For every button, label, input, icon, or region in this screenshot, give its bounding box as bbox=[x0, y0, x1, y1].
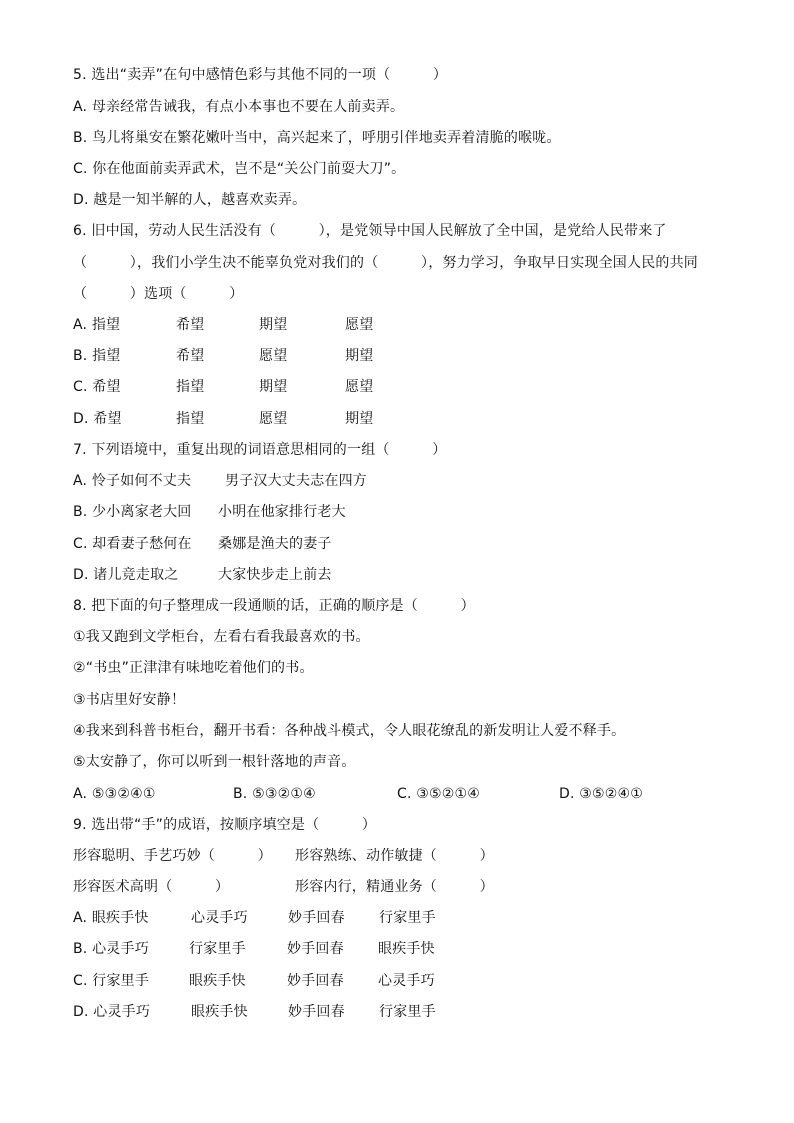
q9-blank: 形容医术高明（ ） bbox=[73, 879, 230, 895]
option-word: 指望 bbox=[176, 411, 205, 427]
option-word: 妙手回春 bbox=[287, 973, 344, 989]
option-word: 妙手回春 bbox=[288, 910, 345, 926]
q6-option-a bbox=[73, 315, 373, 335]
q8-option-a: A. ⑤③②④① bbox=[73, 786, 156, 802]
q7-option-b bbox=[73, 502, 346, 522]
option-word: 愿望 bbox=[259, 348, 288, 364]
q8-sentence-1: ①我又跑到文学柜台，左看右看我最喜欢的书。 bbox=[73, 629, 370, 645]
option-word: 期望 bbox=[259, 379, 288, 395]
option-word: 眼疾手快 bbox=[191, 1004, 248, 1020]
option-word: 愿望 bbox=[345, 379, 374, 395]
q6-stem-line-3: （ ）选项（ ） bbox=[73, 286, 244, 302]
option-label: A. 眼疾手快 bbox=[73, 910, 149, 926]
option-word: 期望 bbox=[345, 411, 374, 427]
option-label: C. 希望 bbox=[73, 379, 121, 395]
option-word: 期望 bbox=[259, 317, 288, 333]
option-label: B. 指望 bbox=[73, 348, 121, 364]
q9-blank: 形容熟练、动作敏捷（ ） bbox=[295, 848, 494, 864]
q8-stem: 8. 把下面的句子整理成一段通顺的话，正确的顺序是（ ） bbox=[73, 598, 475, 614]
option-word: 妙手回春 bbox=[287, 941, 344, 957]
q9-blank: 形容聪明、手艺巧妙（ ） bbox=[73, 848, 272, 864]
option-word: 期望 bbox=[345, 348, 374, 364]
option-word: 指望 bbox=[176, 379, 205, 395]
option-word: 希望 bbox=[176, 317, 205, 333]
q9-option-d bbox=[73, 1002, 436, 1022]
option-context: 小明在他家排行老大 bbox=[218, 504, 346, 520]
q5-option-d: D. 越是一知半解的人，越喜欢卖弄。 bbox=[73, 192, 307, 208]
q6-stem-line-2: （ ），我们小学生决不能辜负党对我们的（ ），努力学习，争取早日实现全国人民的共同 bbox=[73, 255, 698, 271]
option-context: C. 却看妻子愁何在 bbox=[73, 536, 192, 552]
option-word: 愿望 bbox=[345, 317, 374, 333]
option-word: 心灵手巧 bbox=[378, 973, 435, 989]
q6-stem-line-1: 6. 旧中国，劳动人民生活没有（ ），是党领导中国人民解放了全中国，是党给人民带来了 bbox=[73, 223, 667, 239]
q5-option-b: B. 鸟儿将巢安在繁花嫩叶当中，高兴起来了，呼朋引伴地卖弄着清脆的喉咙。 bbox=[73, 130, 561, 146]
option-context: D. 诸儿竞走取之 bbox=[73, 567, 179, 583]
q6-option-b bbox=[73, 346, 373, 366]
q8-option-d: D. ③⑤②④① bbox=[559, 786, 644, 802]
option-label: D. 希望 bbox=[73, 411, 122, 427]
q8-sentence-4: ④我来到科普书柜台，翻开书看：各种战斗模式，令人眼花缭乱的新发明让人爱不释手。 bbox=[73, 723, 626, 739]
q8-option-b: B. ⑤③②①④ bbox=[233, 786, 316, 802]
q9-blank: 形容内行，精通业务（ ） bbox=[295, 879, 494, 895]
q9-blank-row-1 bbox=[73, 846, 494, 866]
option-label: A. 指望 bbox=[73, 317, 121, 333]
q8-option-c: C. ③⑤②①④ bbox=[397, 786, 481, 802]
q5-stem: 5. 选出“卖弄”在句中感情色彩与其他不同的一项（ ） bbox=[73, 67, 448, 83]
q6-option-d bbox=[73, 409, 373, 429]
option-word: 希望 bbox=[176, 348, 205, 364]
option-word: 眼疾手快 bbox=[189, 973, 246, 989]
q9-blank-row-2 bbox=[73, 877, 494, 897]
q5-option-c: C. 你在他面前卖弄武术，岂不是“关公门前耍大刀”。 bbox=[73, 161, 406, 177]
q8-sentence-2: ②“书虫”正津津有味地吃着他们的书。 bbox=[73, 660, 314, 676]
q6-option-c bbox=[73, 377, 373, 397]
option-label: B. 心灵手巧 bbox=[73, 941, 149, 957]
option-context: 男子汉大丈夫志在四方 bbox=[225, 473, 367, 489]
option-word: 眼疾手快 bbox=[378, 941, 435, 957]
q9-option-b bbox=[73, 939, 435, 959]
q8-sentence-3: ③书店里好安静！ bbox=[73, 692, 186, 708]
option-context: 桑娜是渔夫的妻子 bbox=[218, 536, 332, 552]
option-label: C. 行家里手 bbox=[73, 973, 150, 989]
q9-option-c bbox=[73, 971, 435, 991]
q5-option-a: A. 母亲经常告诫我，有点小本事也不要在人前卖弄。 bbox=[73, 99, 405, 115]
option-context: 大家快步走上前去 bbox=[218, 567, 332, 583]
option-word: 心灵手巧 bbox=[191, 910, 248, 926]
q9-stem: 9. 选出带“手”的成语，按顺序填空是（ ） bbox=[73, 817, 377, 833]
q7-stem: 7. 下列语境中，重复出现的词语意思相同的一组（ ） bbox=[73, 442, 447, 458]
q7-option-c bbox=[73, 534, 332, 554]
option-label: D. 心灵手巧 bbox=[73, 1004, 151, 1020]
option-word: 行家里手 bbox=[379, 1004, 436, 1020]
option-word: 妙手回春 bbox=[288, 1004, 345, 1020]
option-word: 行家里手 bbox=[189, 941, 246, 957]
option-context: A. 怜子如何不丈夫 bbox=[73, 473, 192, 489]
q8-options bbox=[73, 784, 643, 804]
q9-option-a bbox=[73, 908, 436, 928]
option-context: B. 少小离家老大回 bbox=[73, 504, 192, 520]
q7-option-d bbox=[73, 565, 332, 585]
q7-option-a bbox=[73, 471, 367, 491]
q8-sentence-5: ⑤太安静了，你可以听到一根针落地的声音。 bbox=[73, 754, 356, 770]
option-word: 行家里手 bbox=[379, 910, 436, 926]
option-word: 愿望 bbox=[259, 411, 288, 427]
